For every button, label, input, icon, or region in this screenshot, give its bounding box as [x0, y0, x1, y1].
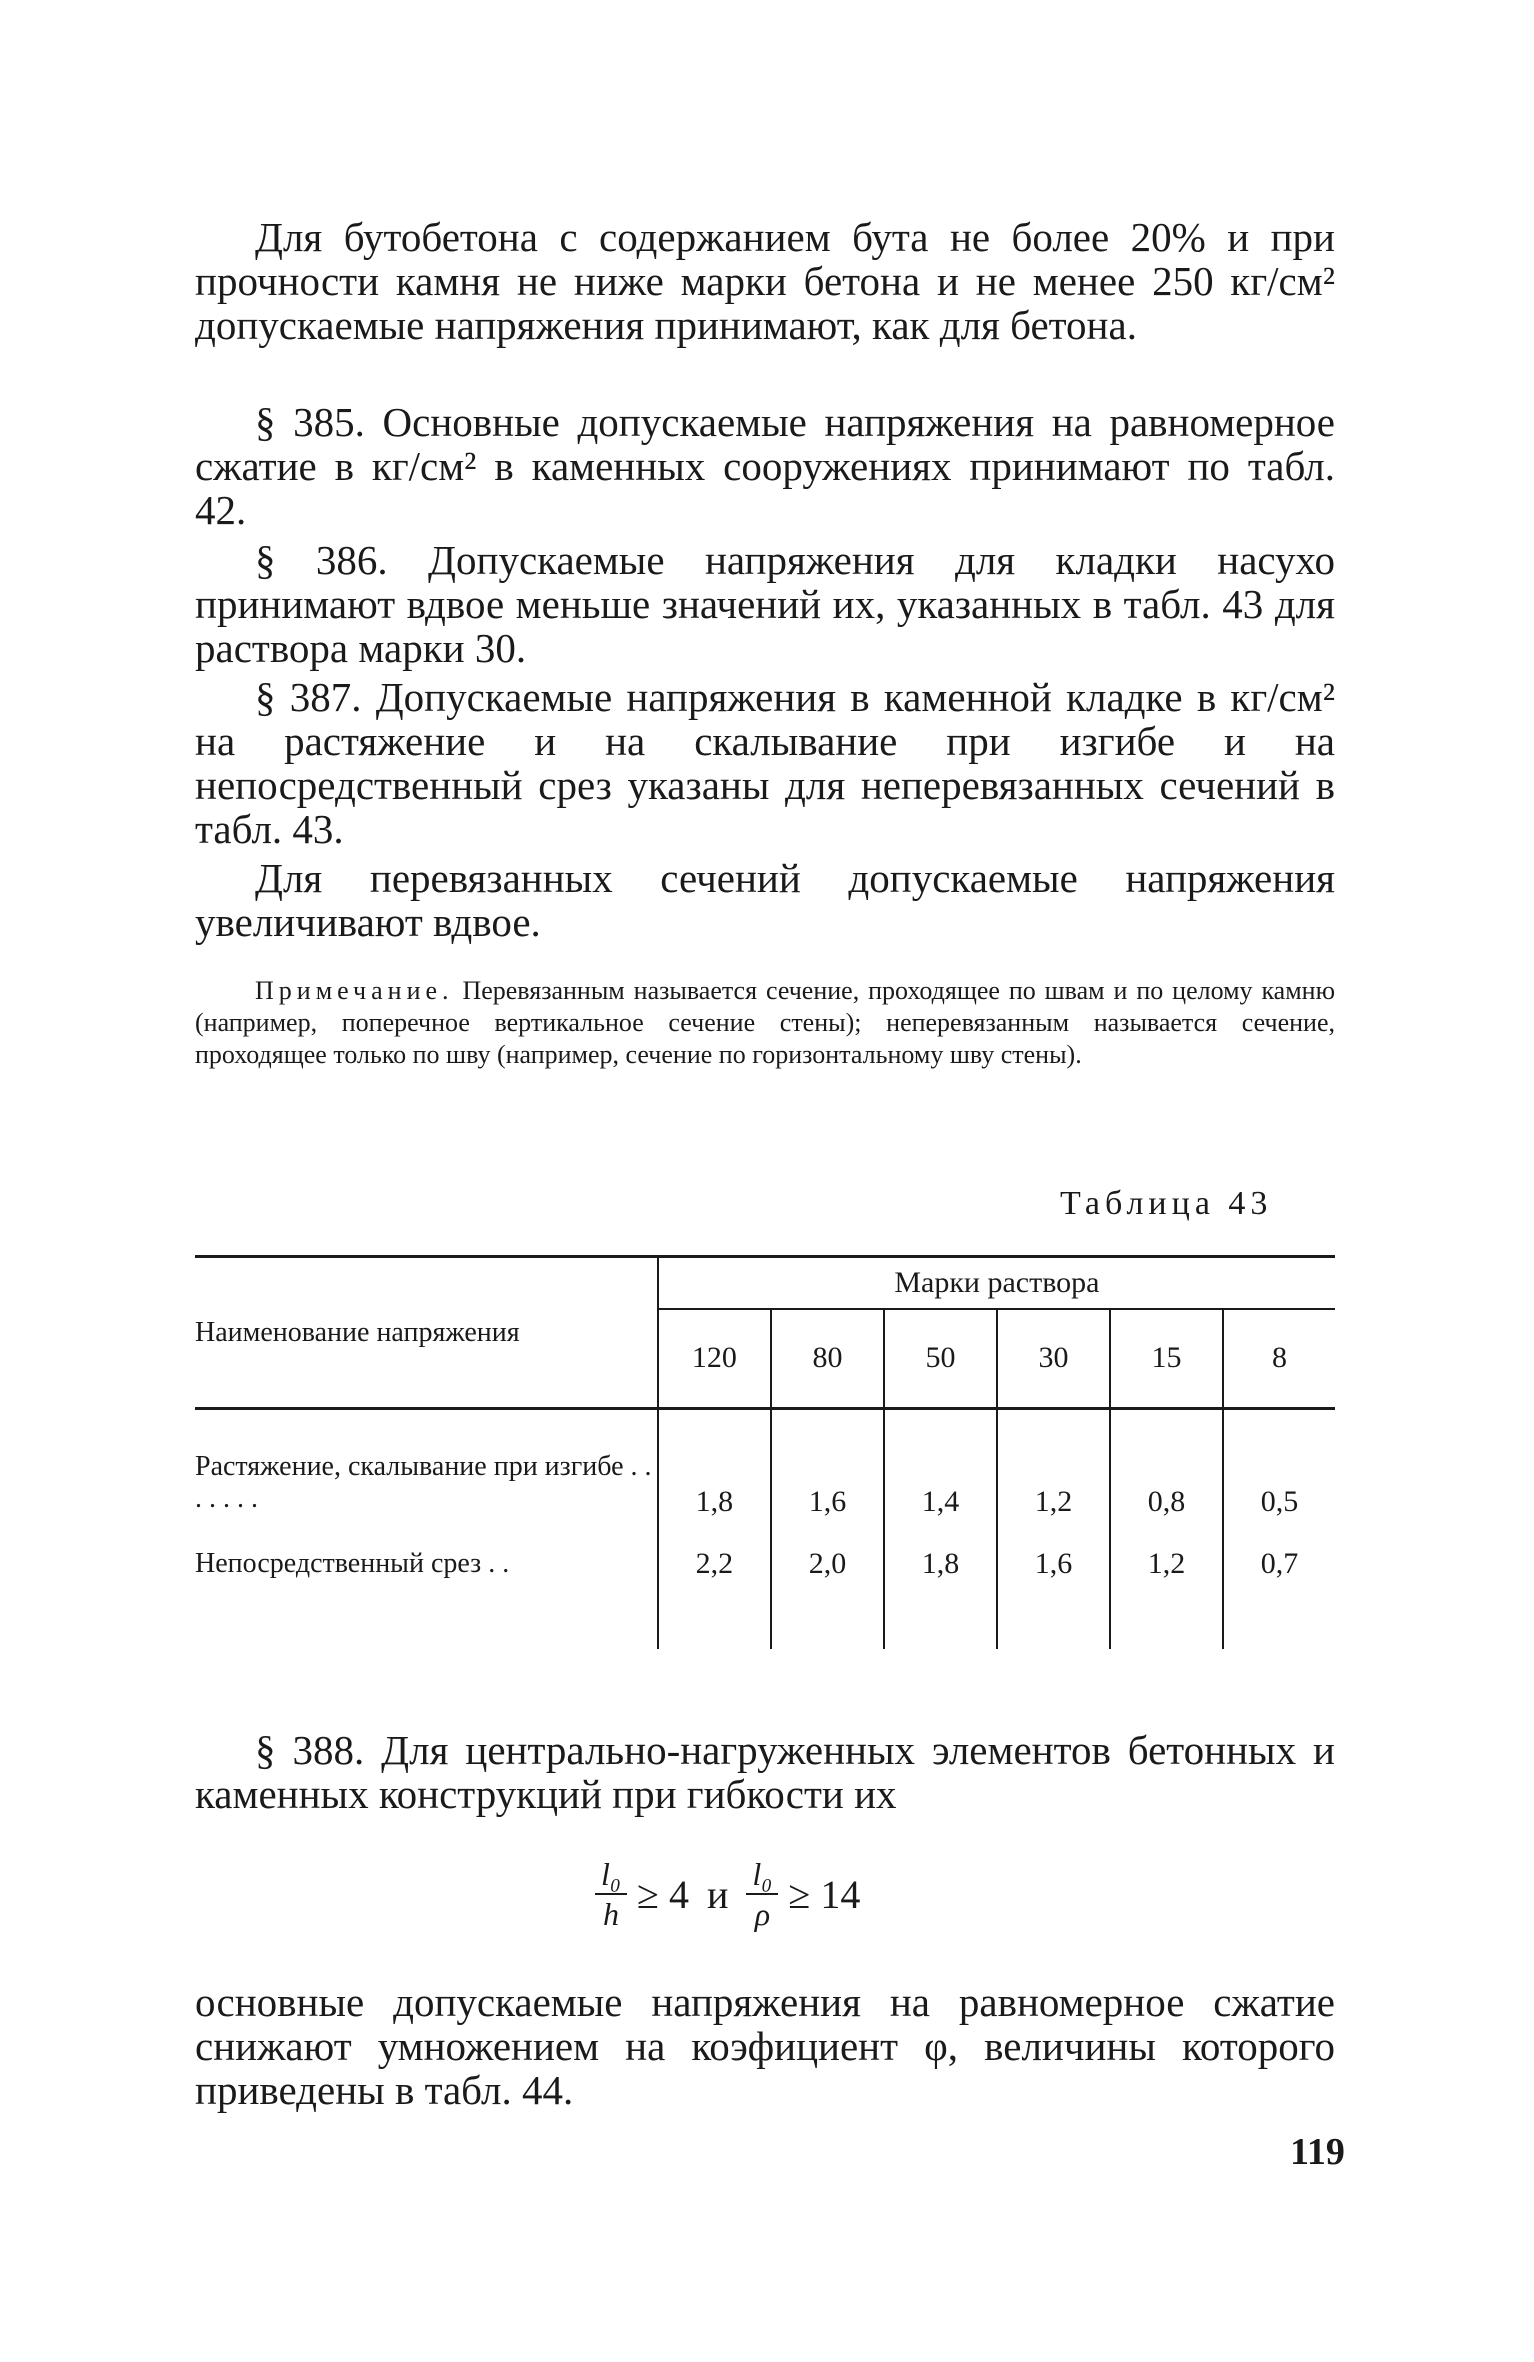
table-cell: 0,7 — [1223, 1519, 1335, 1609]
grade-header: 50 — [884, 1309, 997, 1409]
table-group-header: Марки раствора — [658, 1257, 1335, 1309]
note-text: Перевязанным называется сечение, проходящее по швам и по целому камню (например, поперечное вертикальное сечение стены); неперевязанным называется сечение, проходящее только по шву (например, сечение по горизонтальному шву стены). — [195, 976, 1336, 1069]
paragraph-388: § 388. Для центрально-нагруженных элементов бетонных и каменных конструкций при гибкости их — [195, 1727, 1335, 1817]
paragraph-387-continued: Для перевязанных сечений допускаемые напряжения увеличивают вдвое. — [195, 855, 1335, 945]
table-row — [195, 1519, 1335, 1609]
fraction-denominator: ρ — [754, 1896, 771, 1932]
note — [195, 975, 1335, 1071]
slenderness-formula — [595, 1855, 860, 1933]
paragraph-388-continued: основные допускаемые напряжения на равномерное сжатие снижают умножением на коэфициент φ, величины которого приведены в табл. 44. — [195, 1979, 1335, 2113]
fraction-l0-h — [595, 1855, 627, 1933]
table-cell: 2,2 — [658, 1519, 771, 1609]
table-cell: 2,0 — [771, 1519, 884, 1609]
row-label: Растяжение, скалывание при изгибе . . . . . . . — [195, 1429, 658, 1519]
table-cell: 1,2 — [1110, 1519, 1223, 1609]
grade-header: 80 — [771, 1309, 884, 1409]
table-caption: Таблица 43 — [1060, 1185, 1273, 1222]
fraction-numerator: l₀ — [595, 1855, 627, 1895]
table-cell: 1,6 — [771, 1429, 884, 1519]
table-cell: 0,5 — [1223, 1429, 1335, 1519]
table-cell: 0,8 — [1110, 1429, 1223, 1519]
row-label: Непосредственный срез . . — [195, 1519, 658, 1609]
paragraph-386: § 386. Допускаемые напряжения для кладки насухо принимают вдвое меньше значений их, указанных в табл. 43 для раствора марки 30. — [195, 537, 1335, 671]
table-col-header: Наименование напряжения — [195, 1257, 658, 1409]
paragraph-385: § 385. Основные допускаемые напряжения на равномерное сжатие в кг/см² в каменных сооружениях принимают по табл. 42. — [195, 399, 1335, 533]
relation-1: ≥ 4 — [637, 1871, 689, 1917]
grade-header: 120 — [658, 1309, 771, 1409]
table-row — [195, 1429, 1335, 1519]
grade-header: 30 — [997, 1309, 1110, 1409]
note-label: Примечание. — [255, 976, 454, 1005]
paragraph-butobeton: Для бутобетона с содержанием бута не более 20% и при прочности камня не ниже марки бетона и не менее 250 кг/см² допускаемые напряжения принимают, как для бетона. — [195, 214, 1335, 348]
grade-header: 8 — [1223, 1309, 1335, 1409]
conjunction: и — [706, 1871, 729, 1917]
fraction-denominator: h — [603, 1896, 619, 1932]
fraction-numerator: l₀ — [746, 1855, 778, 1895]
table-cell: 1,8 — [658, 1429, 771, 1519]
grade-header: 15 — [1110, 1309, 1223, 1409]
paragraph-387: § 387. Допускаемые напряжения в каменной кладке в кг/см² на растяжение и на скалывание при изгибе и на непосредственный срез указаны для неперевязанных сечений в табл. 43. — [195, 674, 1335, 852]
table-43 — [195, 1255, 1335, 1649]
fraction-l0-rho — [746, 1855, 778, 1933]
table-cell: 1,8 — [884, 1519, 997, 1609]
table-cell: 1,6 — [997, 1519, 1110, 1609]
relation-2: ≥ 14 — [788, 1871, 861, 1917]
table-cell: 1,2 — [997, 1429, 1110, 1519]
page-number: 119 — [1290, 2131, 1345, 2173]
table-cell: 1,4 — [884, 1429, 997, 1519]
